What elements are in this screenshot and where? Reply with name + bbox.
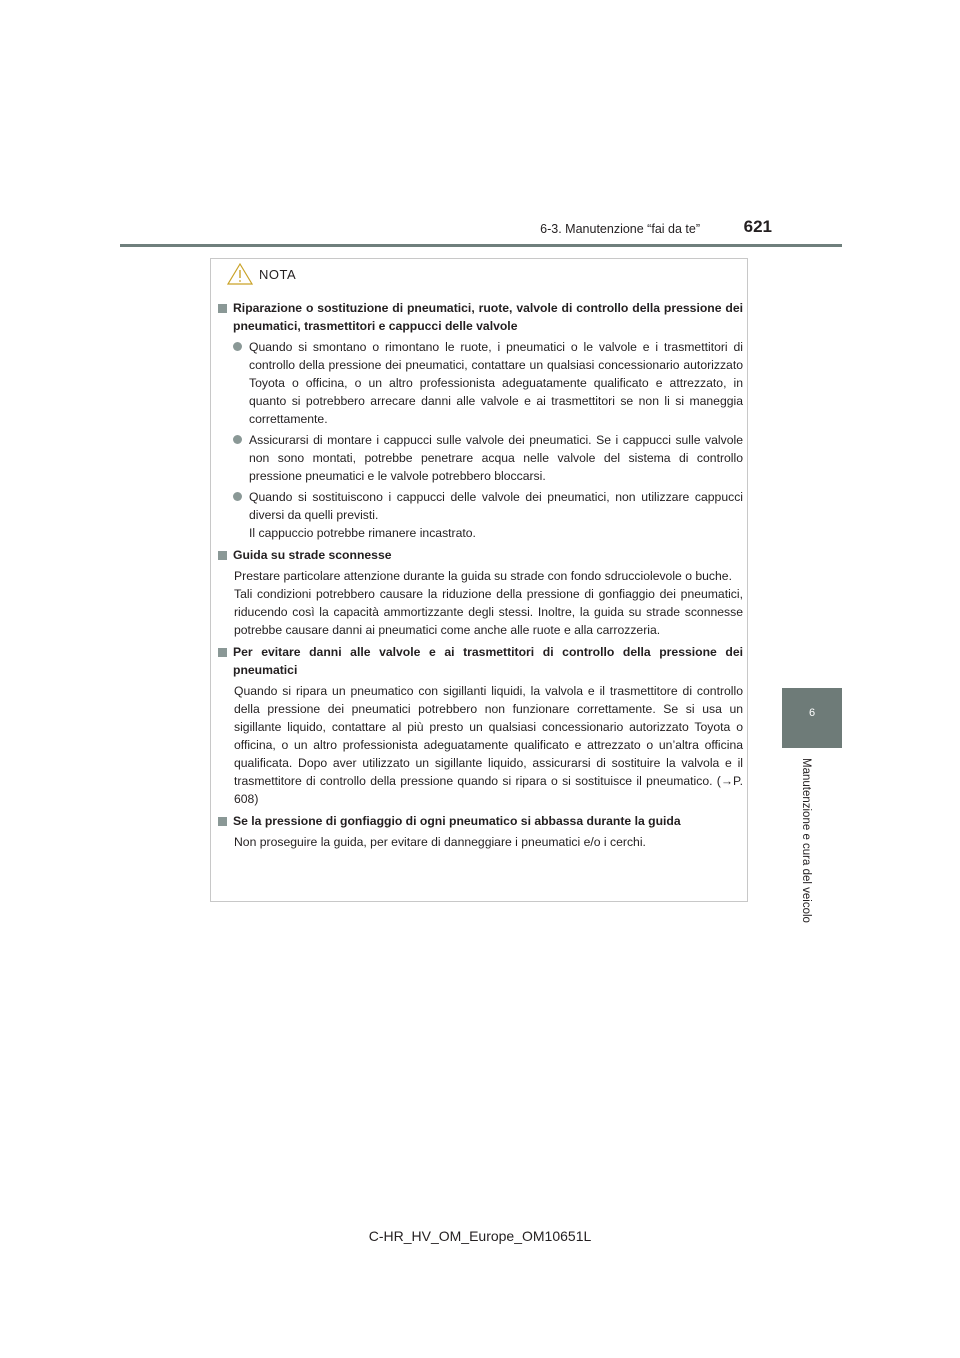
document-code: C-HR_HV_OM_Europe_OM10651L (368, 1228, 592, 1244)
note-body (217, 299, 743, 855)
square-bullet-icon (218, 817, 227, 826)
chapter-tab (782, 688, 842, 748)
section-heading: Guida su strade sconnesse (217, 546, 743, 564)
note-section (217, 299, 743, 542)
chapter-side-label (800, 758, 816, 948)
section-paragraph: Prestare particolare attenzione durante la guida su strade con fondo sdrucciolevole o buche. Tali condizioni potrebbero causare la riduzione della pressione di gonfiaggio dei pneumatici, riducendo così la capacità ammortizzante degli stessi. Inoltre, la guida su strade sconnesse potrebbe causare danni ai pneumatici come anche alle ruote e alla carrozzeria. (234, 569, 743, 637)
section-heading: Se la pressione di gonfiaggio di ogni pneumatico si abbassa durante la guida (217, 812, 743, 830)
header-rule (120, 244, 842, 247)
square-bullet-icon (218, 551, 227, 560)
section-paragraph: Non proseguire la guida, per evitare di danneggiare i pneumatici e/o i cerchi. (234, 835, 646, 849)
page-header (120, 210, 840, 246)
note-box (210, 258, 748, 902)
page-number: 621 (743, 217, 772, 236)
round-bullet-icon (233, 435, 242, 444)
note-section (217, 643, 743, 808)
round-bullet-icon (233, 342, 242, 351)
note-title: NOTA (259, 266, 297, 282)
note-section (217, 546, 743, 639)
section-heading: Riparazione o sostituzione di pneumatici, ruote, valvole di controllo della pressione dei pneumatici, trasmettitori e cappucci delle valvole (217, 299, 743, 335)
section-heading: Per evitare danni alle valvole e ai trasmettitori di controllo della pressione dei pneumatici (217, 643, 743, 679)
square-bullet-icon (218, 304, 227, 313)
section-title: 6-3. Manutenzione “fai da te” (540, 222, 700, 236)
square-bullet-icon (218, 648, 227, 657)
chapter-label: Manutenzione e cura del veicolo (800, 758, 812, 923)
note-section (217, 812, 743, 851)
warning-triangle-icon (227, 262, 253, 286)
list-item: Assicurarsi di montare i cappucci sulle valvole dei pneumatici. Se i cappucci sulle valvole non sono montati, potrebbe penetrare acqua nelle valvole del sistema di controllo pressione pneumatici e le valvole potrebbero bloccarsi. (217, 431, 743, 485)
section-paragraph: Quando si ripara un pneumatico con sigillanti liquidi, la valvola e il trasmettitore di controllo della pressione dei pneumatici potrebbero non funzionare correttamente. Se si usa un sigillante liquido, contattare al più presto un qualsiasi concessionario autorizzato Toyota o officina, o un altro professionista adeguatamente qualificato e attrezzato o un’altra officina qualificata. Dopo aver utilizzato un sigillante liquido, assicurarsi di sostituire la valvola e il trasmettitore di controllo della pressione quando si ripara o si sostituisce il pneumatico. (→P. 608) (234, 684, 743, 806)
list-item: Quando si smontano o rimontano le ruote, i pneumatici o le valvole e i trasmettitori di controllo della pressione dei pneumatici, contattare un qualsiasi concessionario autorizzato Toyota o officina, o un altro professionista adeguatamente qualificato e attrezzato, in quanto si potrebbero arrecare danni alle valvole e ai trasmettitori se non li si maneggia correttamente. (217, 338, 743, 428)
chapter-number: 6 (808, 707, 816, 719)
note-header (227, 261, 296, 287)
list-item: Quando si sostituiscono i cappucci delle valvole dei pneumatici, non utilizzare cappucci diversi da quelli previsti. Il cappuccio potrebbe rimanere incastrato. (217, 488, 743, 542)
round-bullet-icon (233, 492, 242, 501)
